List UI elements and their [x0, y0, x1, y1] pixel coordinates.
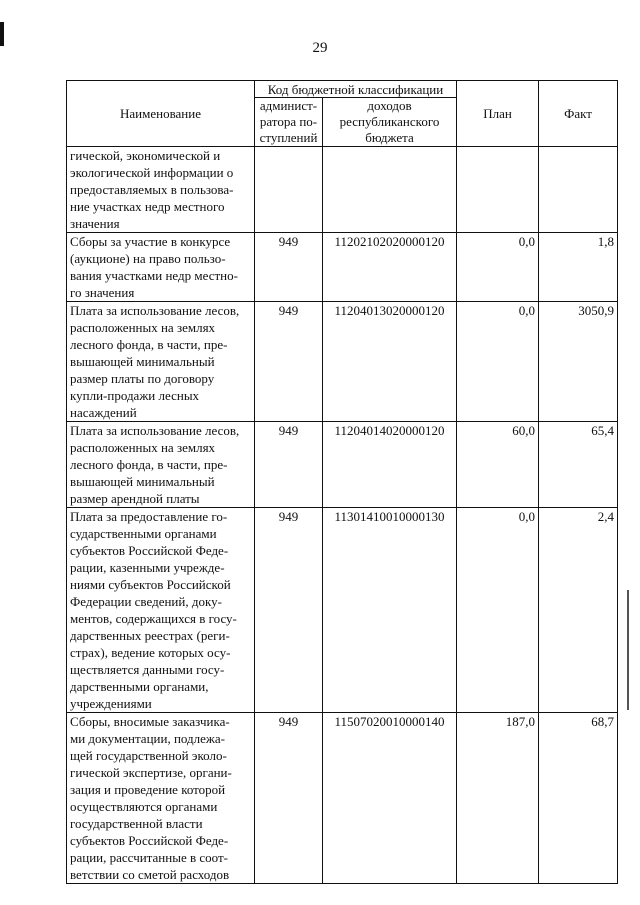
row-plan: 0,0: [457, 508, 539, 713]
budget-income-table: [66, 80, 618, 884]
row-fact: 65,4: [539, 422, 618, 508]
row-plan: 187,0: [457, 713, 539, 884]
row-plan: 60,0: [457, 422, 539, 508]
header-income: доходов республиканского бюджета: [323, 98, 457, 147]
row-name: Плата за предоставление го- сударственными органами субъектов Российской Феде- рации, казенными учрежде- ниями субъектов Российской Федерации сведений, доку- ментов, содержащихся в госу- дарственных реестрах (реги- страх), ведение которых осу- ществляется данными госу- дарственными органами, учреждениями: [67, 508, 255, 713]
row-name: Сборы, вносимые заказчика- ми документации, подлежа- щей государственной эколо- гической экспертизе, органи- зация и проведение которой осуществляются органами государственной власти субъектов Российской Феде- рации, рассчитанные в соот- ветствии со сметой расходов: [67, 713, 255, 884]
header-budget-code: Код бюджетной классификации: [255, 81, 457, 98]
row-admin-code: 949: [255, 233, 323, 302]
row-income-code: 11507020010000140: [323, 713, 457, 884]
row-income-code: 11202102020000120: [323, 233, 457, 302]
row-name: Плата за использование лесов, расположенных на землях лесного фонда, в части, пре- вышающей минимальный размер платы по договору купли-продажи лесных насаждений: [67, 302, 255, 422]
row-income-code: 11301410010000130: [323, 508, 457, 713]
row-income-code: [323, 147, 457, 233]
table-header-row: [67, 81, 618, 98]
table-row: [67, 302, 618, 422]
header-plan: План: [457, 81, 539, 147]
row-name: гической, экономической и экологической информации о предоставляемых в пользова- ние участках недр местного значения: [67, 147, 255, 233]
row-income-code: 11204014020000120: [323, 422, 457, 508]
row-admin-code: 949: [255, 713, 323, 884]
row-plan: [457, 147, 539, 233]
row-admin-code: 949: [255, 422, 323, 508]
row-admin-code: 949: [255, 302, 323, 422]
table-row: [67, 147, 618, 233]
row-fact: 3050,9: [539, 302, 618, 422]
row-fact: 1,8: [539, 233, 618, 302]
header-admin: админист- ратора по- ступлений: [255, 98, 323, 147]
header-name: Наименование: [67, 81, 255, 147]
row-income-code: 11204013020000120: [323, 302, 457, 422]
table-row: [67, 233, 618, 302]
row-name: Сборы за участие в конкурсе (аукционе) на право пользо- вания участками недр местно- го значения: [67, 233, 255, 302]
row-fact: [539, 147, 618, 233]
table-row: [67, 508, 618, 713]
table-row: [67, 713, 618, 884]
row-fact: 2,4: [539, 508, 618, 713]
row-fact: 68,7: [539, 713, 618, 884]
scan-edge-mark-right: [627, 590, 629, 710]
table-row: [67, 422, 618, 508]
page-number: 29: [312, 40, 328, 56]
row-admin-code: 949: [255, 508, 323, 713]
row-admin-code: [255, 147, 323, 233]
header-fact: Факт: [539, 81, 618, 147]
row-name: Плата за использование лесов, расположенных на землях лесного фонда, в части, пре- вышающей минимальный размер арендной платы: [67, 422, 255, 508]
row-plan: 0,0: [457, 302, 539, 422]
row-plan: 0,0: [457, 233, 539, 302]
